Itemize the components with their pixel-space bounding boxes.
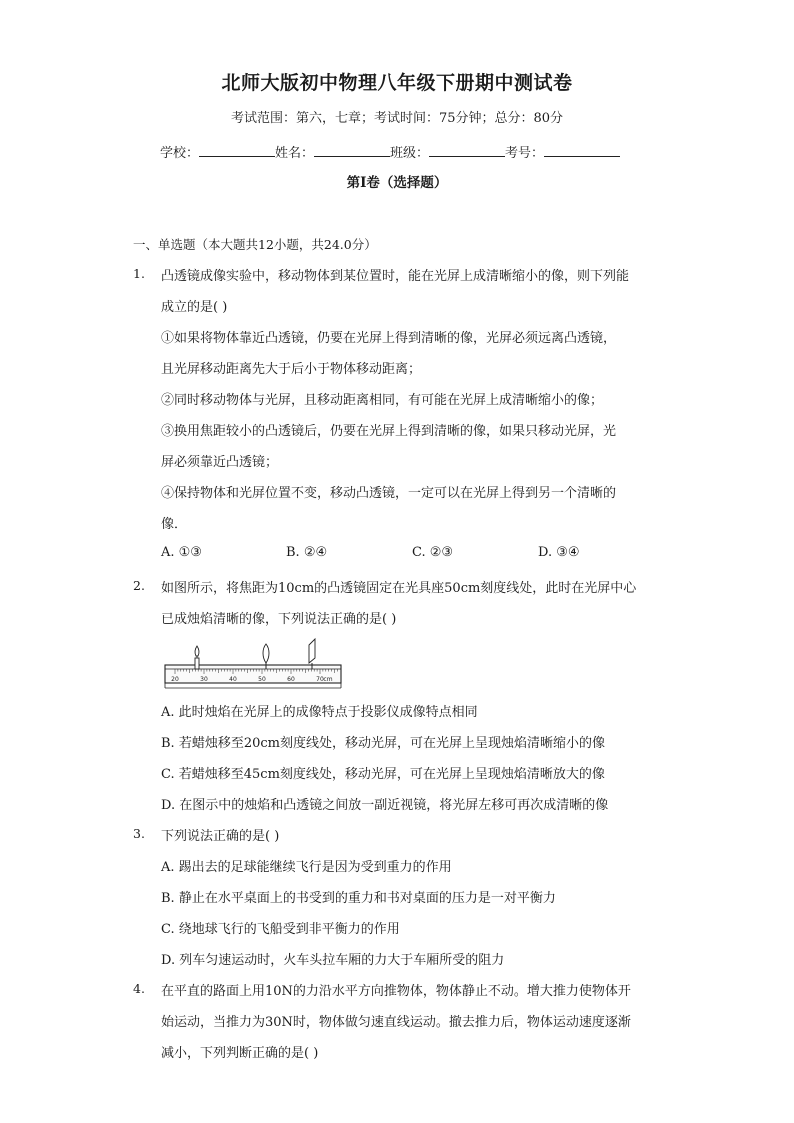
option-a[interactable]: A. 此时烛焰在光屏上的成像特点于投影仪成像特点相同 [161, 705, 478, 720]
section-heading: 一、单选题（本大题共12小题，共24.0分） [133, 237, 377, 252]
class-field[interactable] [429, 144, 505, 157]
exam-subtitle: 考试范围：第六，七章；考试时间：75分钟；总分：80分 [230, 111, 564, 126]
option-d[interactable]: D. 在图示中的烛焰和凸透镜之间放一副近视镜，将光屏左移可再次成清晰的像 [161, 798, 609, 813]
option-a[interactable]: A. ①③ [161, 545, 202, 560]
question-number: 4. [133, 981, 145, 996]
ruler-label: 60 [287, 676, 295, 683]
volume-heading: 第I卷（选择题） [346, 175, 448, 191]
option-b[interactable]: B. ②④ [286, 545, 328, 560]
option-d[interactable]: D. ③④ [538, 545, 580, 560]
question-line: 屏必须靠近凸透镜； [161, 455, 279, 470]
ruler-label: 30 [200, 676, 208, 683]
option-b[interactable]: B. 静止在水平桌面上的书受到的重力和书对桌面的压力是一对平衡力 [161, 891, 556, 906]
class-label: 班级： [390, 146, 430, 161]
question-line: 在平直的路面上用10N的力沿水平方向推物体，物体静止不动。增大推力使物体开 [161, 984, 631, 999]
ruler-label: 20 [171, 676, 179, 683]
candle [195, 646, 199, 669]
option-d[interactable]: D. 列车匀速运动时，火车头拉车厢的力大于车厢所受的阻力 [161, 953, 505, 968]
question-line: 已成烛焰清晰的像，下列说法正确的是( ) [161, 612, 397, 627]
question-number: 2. [133, 578, 145, 593]
question-line: 始运动，当推力为30N时，物体做匀速直线运动。撤去推力后，物体运动速度逐渐 [161, 1015, 631, 1030]
number-field[interactable] [544, 144, 620, 157]
number-label: 考号： [505, 146, 545, 161]
question-line: ①如果将物体靠近凸透镜，仍要在光屏上得到清晰的像，光屏必须远离凸透镜， [161, 331, 617, 346]
question-line: 下列说法正确的是( ) [161, 829, 280, 844]
ruler-label: 40 [229, 676, 237, 683]
option-c[interactable]: C. 绕地球飞行的飞船受到非平衡力的作用 [161, 922, 400, 937]
question-line: 成立的是( ) [161, 300, 228, 315]
option-c[interactable]: C. ②③ [412, 545, 454, 560]
question-line: 像． [161, 517, 188, 532]
student-info-line [160, 142, 620, 161]
exam-title: 北师大版初中物理八年级下册期中测试卷 [221, 72, 573, 94]
option-b[interactable]: B. 若蜡烛移至20cm刻度线处，移动光屏，可在光屏上呈现烛焰清晰缩小的像 [161, 736, 605, 751]
ruler-label: 50 [258, 676, 266, 683]
school-label: 学校： [160, 146, 200, 161]
option-a[interactable]: A. 踢出去的足球能继续飞行是因为受到重力的作用 [161, 860, 452, 875]
ruler-label: 70 [316, 676, 324, 683]
question-line: 减小，下列判断正确的是( ) [161, 1046, 319, 1061]
question-line: ②同时移动物体与光屏，且移动距离相同，有可能在光屏上成清晰缩小的像； [161, 393, 604, 408]
question-number: 3. [133, 826, 145, 841]
question-number: 1. [133, 266, 145, 281]
name-field[interactable] [314, 144, 390, 157]
option-c[interactable]: C. 若蜡烛移至45cm刻度线处，移动光屏，可在光屏上呈现烛焰清晰放大的像 [161, 767, 605, 782]
question-line: ③换用焦距较小的凸透镜后，仍要在光屏上得到清晰的像，如果只移动光屏，光 [161, 424, 617, 439]
optical-bench-figure [163, 636, 345, 690]
question-line: ④保持物体和光屏位置不变，移动凸透镜，一定可以在光屏上得到另一个清晰的 [161, 486, 617, 501]
ruler-label: cm [323, 676, 333, 683]
optical-bench-rail [165, 665, 341, 683]
school-field[interactable] [199, 144, 275, 157]
question-line: 且光屏移动距离先大于后小于物体移动距离； [161, 362, 422, 377]
name-label: 姓名： [275, 146, 315, 161]
question-line: 凸透镜成像实验中，移动物体到某位置时，能在光屏上成清晰缩小的像，则下列能 [161, 269, 630, 284]
question-line: 如图所示，将焦距为10cm的凸透镜固定在光具座50cm刻度线处，此时在光屏中心 [161, 581, 637, 596]
